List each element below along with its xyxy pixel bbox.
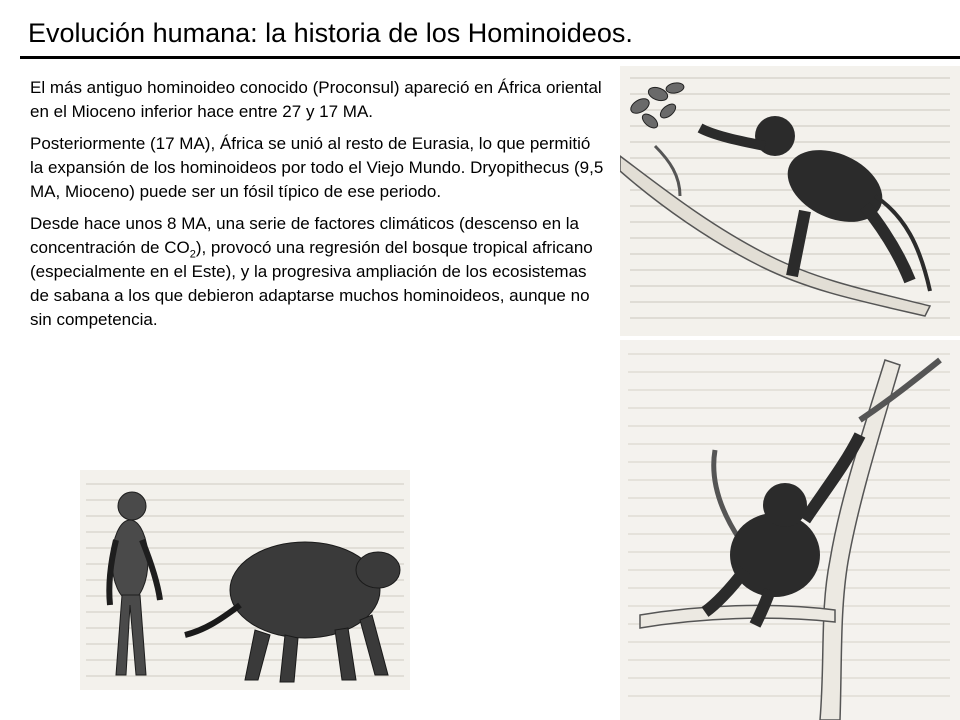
illustration-hominid-and-baboon xyxy=(80,470,410,690)
co2-subscript: 2 xyxy=(189,248,196,261)
paragraph-climate-text-2: ), provocó una regresión del bosque tropical africano (especialmente en el Este), y la progresiva ampliación de los ecosistemas de sabana a los que debieron adaptarse muchos hominoideos, aunque no sin competencia. xyxy=(30,238,593,329)
illustration-proconsul-in-tree xyxy=(620,66,960,336)
paragraph-climate xyxy=(30,212,605,332)
paragraph-proconsul: El más antiguo hominoideo conocido (Proconsul) apareció en África oriental en el Mioceno inferior hace entre 27 y 17 MA. xyxy=(30,78,602,121)
hominid-baboon-drawing xyxy=(80,470,410,690)
paragraph-climate-text-1: Desde hace unos 8 MA, una serie de factores climáticos (descenso en la concentración de CO xyxy=(30,214,580,257)
paragraph-dryopithecus: Posteriormente (17 MA), África se unió al resto de Eurasia, lo que permitió la expansión de los hominoideos por todo el Viejo Mundo. Dryopithecus (9,5 MA, Mioceno) puede ser un fósil típico de ese periodo. xyxy=(30,134,604,201)
body-text xyxy=(30,76,605,340)
title-underline xyxy=(20,56,960,59)
proconsul-drawing xyxy=(620,66,960,336)
dryopithecus-drawing xyxy=(620,340,960,720)
illustration-dryopithecus-on-branch xyxy=(620,340,960,720)
slide-title: Evolución humana: la historia de los Hominoideos. xyxy=(28,18,633,48)
